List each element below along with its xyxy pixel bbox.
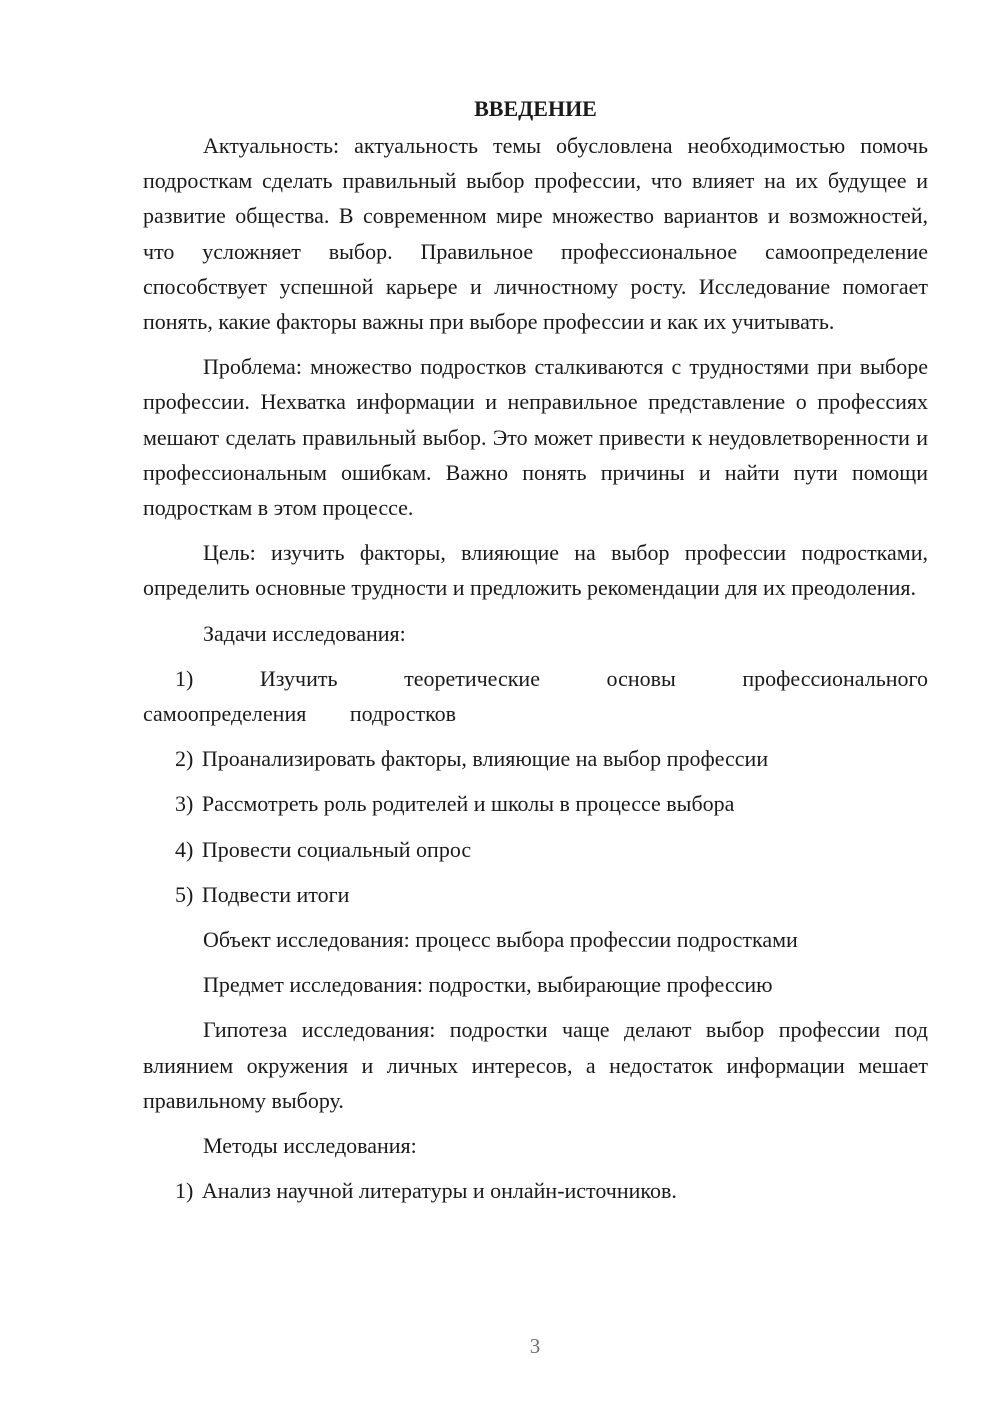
method-text: Анализ научной литературы и онлайн-источников. [201, 1178, 677, 1204]
paragraph-goal: Цель: изучить факторы, влияющие на выбор профессии подростками, определить основные трудности и предложить рекомендации для их преодоления. [143, 540, 928, 601]
task-text: Провести социальный опрос [201, 836, 472, 862]
task-text: Проанализировать факторы, влияющие на выбор профессии [201, 746, 769, 772]
task-text: Подвести итоги [201, 881, 350, 907]
methods-heading: Методы исследования: [203, 1133, 417, 1159]
task-item-3 [143, 786, 928, 821]
paragraph-problem: Проблема: множество подростков сталкиваются с трудностями при выборе профессии. Нехватка информации и неправильное представление о профессиях мешают сделать правильный выбор. Это может привести к неудовлетворенности и профессиональным ошибкам. Важно понять причины и найти пути помощи подросткам в этом процессе. [143, 354, 928, 521]
task-text: Изучить теоретические основы профессионального самоопределения подростков [143, 665, 928, 727]
method-item-1 [143, 1173, 928, 1208]
section-title: ВВЕДЕНИЕ [474, 96, 597, 121]
task-item-2 [143, 741, 928, 776]
tasks-heading: Задачи исследования: [203, 620, 406, 646]
task-number: 1) [175, 665, 194, 691]
document-page [143, 92, 928, 1218]
task-number: 3) [175, 791, 194, 817]
task-number: 2) [175, 746, 194, 772]
task-text: Рассмотреть роль родителей и школы в процессе выбора [201, 791, 735, 817]
paragraph-hypothesis: Гипотеза исследования: подростки чаще делают выбор профессии под влиянием окружения и личных интересов, а недостаток информации мешает правильному выбору. [143, 1017, 928, 1113]
task-item-1 [143, 661, 928, 731]
task-item-5 [143, 877, 928, 912]
paragraph-relevance: Актуальность: актуальность темы обусловлена необходимостью помочь подросткам сделать правильный выбор профессии, что влияет на их будущее и развитие общества. В современном мире множество вариантов и возможностей, что усложняет выбор. Правильное профессиональное самоопределение способствует успешной карьере и личностному росту. Исследование помогает понять, какие факторы важны при выборе профессии и как их учитывать. [143, 133, 928, 335]
task-number: 4) [175, 836, 194, 862]
page-number: 3 [529, 1334, 541, 1358]
task-item-4 [143, 832, 928, 867]
method-number: 1) [175, 1178, 194, 1204]
research-object: Объект исследования: процесс выбора профессии подростками [203, 927, 798, 953]
task-number: 5) [175, 881, 194, 907]
research-subject: Предмет исследования: подростки, выбирающие профессию [203, 972, 773, 998]
